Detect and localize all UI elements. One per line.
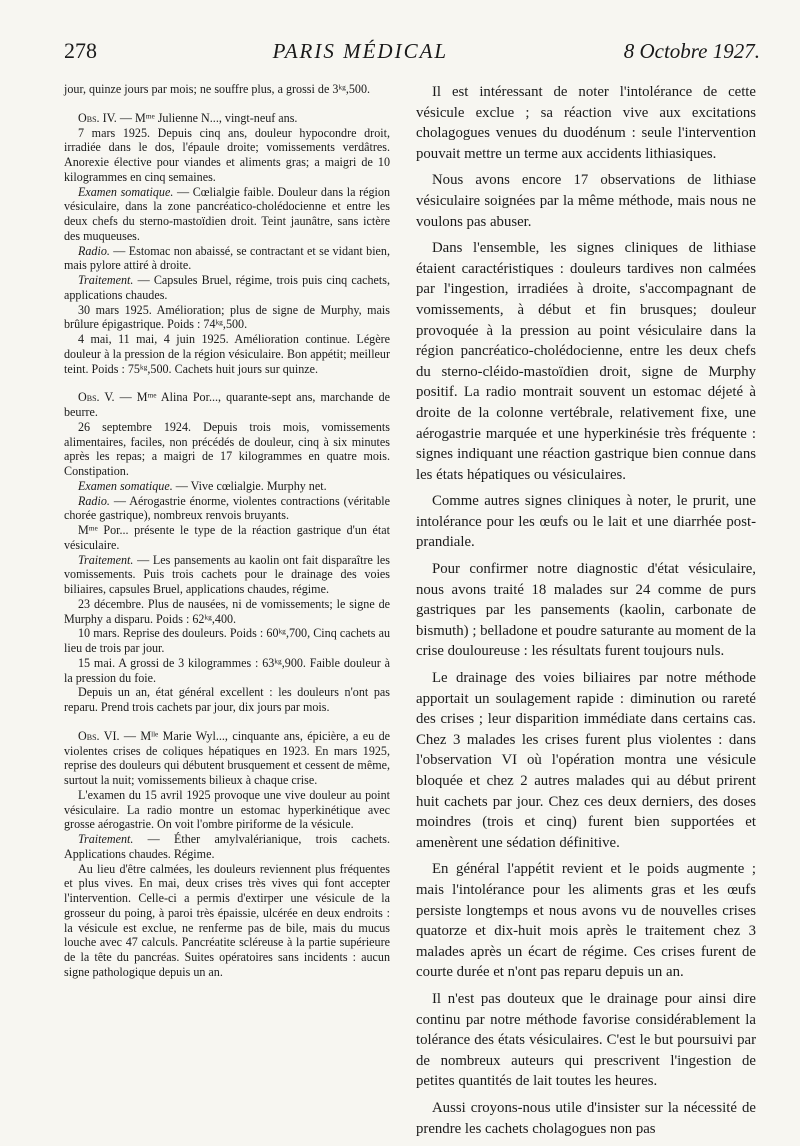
paragraph: 30 mars 1925. Amélioration; plus de signe de Murphy, mais brûlure épigastrique. Poids : 74ᵏᵍ,500.: [64, 302, 390, 332]
paragraph: Examen somatique. — Vive cœlialgie. Murphy net.: [78, 478, 327, 493]
paragraph: Pour confirmer notre diagnostic d'état vésiculaire, nous avons traité 18 malades sur 24 comme de purs gastriques par les pansements (kaolin, carbonate de bismuth) ; belladone et poudre saturante au moment de la crise douloureuse : les résultats furent toujours nuls.: [416, 561, 756, 660]
paragraph: 7 mars 1925. Depuis cinq ans, douleur hypocondre droit, irradiée dans le dos, l'épaule droite; vomissements verdâtres. Anorexie élective pour viandes et aliments gras; a maigri de 10 kilogrammes en cinq semaines.: [64, 125, 390, 184]
running-header: [64, 38, 760, 74]
observation-label: Obs. IV.: [78, 110, 117, 125]
paragraph: Nous avons encore 17 observations de lithiase vésiculaire soignées par la même méthode, mais nous ne voulons pas abuser.: [416, 172, 756, 230]
paragraph: Radio. — Estomac non abaissé, se contractant et se vidant bien, mais pylore attiré à droite.: [64, 243, 390, 273]
issue-date: 8 Octobre 1927.: [623, 39, 760, 63]
paragraph: Dans l'ensemble, les signes cliniques de lithiase étaient caractéristiques : douleurs tardives non calmées par l'ingestion, irradiées à droite, s'accompagnant de vomissements, à début et fin brusques; douleur provoquée à la pression au point vésiculaire dans la région pancréatico-cholédocienne, entre les deux chefs du sterno-cléido-mastoïdien droit, signe de Murphy positif. La radio montrait souvent un estomac déjeté à droite de la colonne vertébrale, relativement fixe, une aérogastrie marquée et une hyperkinésie très fréquente : signes indiquant une réaction gastrique bien connue dans les états hépatiques ou vésiculaires.: [416, 240, 756, 483]
paragraph: Traitement. — Éther amylvalérianique, trois cachets. Applications chaudes. Régime.: [64, 832, 390, 861]
paragraph: Le drainage des voies biliaires par notre méthode apportait un soulagement rapide : diminution ou rareté des crises ; leur disparition immédiate dans certains cas. Chez 3 malades les crises furent plus violentes : dans l'observation VI où l'opération montra une vésicule bloquée et chez 2 autres malades qui au début prirent huit cachets par jour. Chez ces deux derniers, des doses moindres (trois et cinq) furent bien supportées et amenèrent une sédation définitive.: [416, 670, 756, 851]
paragraph: Radio. — Aérogastrie énorme, violentes contractions (véritable chorée gastrique), nombreux renvois bruyants.: [64, 493, 390, 523]
paragraph: 10 mars. Reprise des douleurs. Poids : 60ᵏᵍ,700, Cinq cachets au lieu de trois par jour.: [64, 626, 390, 655]
paragraph: Il n'est pas douteux que le drainage pour ainsi dire continu par notre méthode favorise considérablement la tolérance des états vésiculaires. C'est le but poursuivi par de nombreux auteurs qui prescrivent l'ingestion de petites quantités de lait toutes les heures.: [416, 990, 756, 1090]
right-column: [416, 82, 756, 1145]
paragraph: Aussi croyons-nous utile d'insister sur la nécessité de prendre les cachets cholagogues non pas: [416, 1099, 756, 1137]
observation-heading: Obs. IV. — Mᵐᵉ Julienne N..., vingt-neuf ans.: [78, 110, 298, 125]
paragraph: Traitement. — Capsules Bruel, régime, trois puis cinq cachets, applications chaudes.: [64, 273, 390, 302]
observation-label: Obs. V.: [78, 390, 115, 405]
page-number: 278: [64, 38, 97, 63]
paragraph: 15 mai. A grossi de 3 kilogrammes : 63ᵏᵍ,900. Faible douleur à la pression du foie.: [64, 655, 390, 685]
paragraph: Il est intéressant de noter l'intolérance de cette vésicule exclue ; sa réaction vive aux excitations cholagogues venues du duodénum : seule l'intervention pouvait mettre un terme aux accidents lithiasiques.: [416, 84, 756, 162]
paragraph: jour, quinze jours par mois; ne souffre plus, a grossi de 3ᵏᵍ,500.: [64, 82, 371, 96]
paragraph: 4 mai, 11 mai, 4 juin 1925. Amélioration continue. Légère douleur à la pression de la région vésiculaire. Bon appétit; meilleur teint. Poids : 75ᵏᵍ,500. Cachets huit jours sur quinze.: [64, 332, 390, 376]
paragraph: Comme autres signes cliniques à noter, le prurit, une intolérance pour les œufs ou le lait et une diarrhée post-prandiale.: [416, 493, 756, 551]
paragraph: L'examen du 15 avril 1925 provoque une vive douleur au point vésiculaire. La radio montre un estomac hyperkinétique avec grosse aérogastrie. On voit l'ombre piriforme de la vésicule.: [64, 787, 390, 832]
paragraph: 23 décembre. Plus de nausées, ni de vomissements; le signe de Murphy a disparu. Poids : 62ᵏᵍ,400.: [64, 596, 390, 626]
paragraph: Au lieu d'être calmées, les douleurs reviennent plus fréquentes et plus vives. En mai, deux crises très vives qui font accepter l'intervention. Celle-ci a permis d'extirper une vésicule de la grosseur du poing, à paroi très épaissie, ulcérée en deux endroits : la vésicule est exclue, ne renferme pas de bile, mais du mucus louche avec 47 calculs. Pancréatite scléreuse à la partie supérieure de la tête du pancréas. Suites opératoires sans incidents : aucun signe pathologique depuis un an.: [64, 861, 390, 979]
journal-title: PARIS MÉDICAL: [272, 39, 449, 63]
left-column: [64, 82, 390, 1145]
observation-heading: Obs. VI. — Mˡˡᵉ Marie Wyl..., cinquante ans, épicière, a eu de violentes crises de coliques hépatiques en 1923. En mars 1925, reprise des douleurs qui débutent brusquement et cessent de même, surtout la nuit; vomissements bilieux à chaque crise.: [64, 728, 390, 787]
paragraph: Traitement. — Les pansements au kaolin ont fait disparaître les vomissements. Puis trois cachets pour le drainage des voies biliaires, capsules Bruel, applications chaudes, régime.: [64, 552, 390, 596]
paragraph: En général l'appétit revient et le poids augmente ; mais l'intolérance pour les aliments gras et les œufs persiste longtemps et nous avons vu de nouvelles crises quatorze et dix-huit mois après le traitement chez 3 malades après un écart de régime. Ces crises furent de courte durée et n'ont pas reparu depuis un an.: [416, 861, 756, 981]
paragraph: Depuis un an, état général excellent : les douleurs n'ont pas reparu. Prend trois cachets par jour, dix jours par mois.: [64, 685, 390, 714]
paragraph: 26 septembre 1924. Depuis trois mois, vomissements alimentaires, faciles, non précédés de douleur, cinq à six minutes après les repas; a maigri de 17 kilogrammes en quatre mois. Constipation.: [64, 419, 390, 478]
observation-label: Obs. VI.: [78, 728, 120, 743]
paragraph: Examen somatique. — Cœlialgie faible. Douleur dans la région vésiculaire, dans la zone pancréatico-cholédocienne et entre les deux chefs du sterno-mastoïdien droit. Teint jaunâtre, sans ictère des muqueuses.: [64, 184, 390, 243]
paragraph: Mᵐᵉ Por... présente le type de la réaction gastrique d'un état vésiculaire.: [64, 523, 390, 552]
observation-heading: Obs. V. — Mᵐᵉ Alina Por..., quarante-sept ans, marchande de beurre.: [64, 390, 391, 419]
